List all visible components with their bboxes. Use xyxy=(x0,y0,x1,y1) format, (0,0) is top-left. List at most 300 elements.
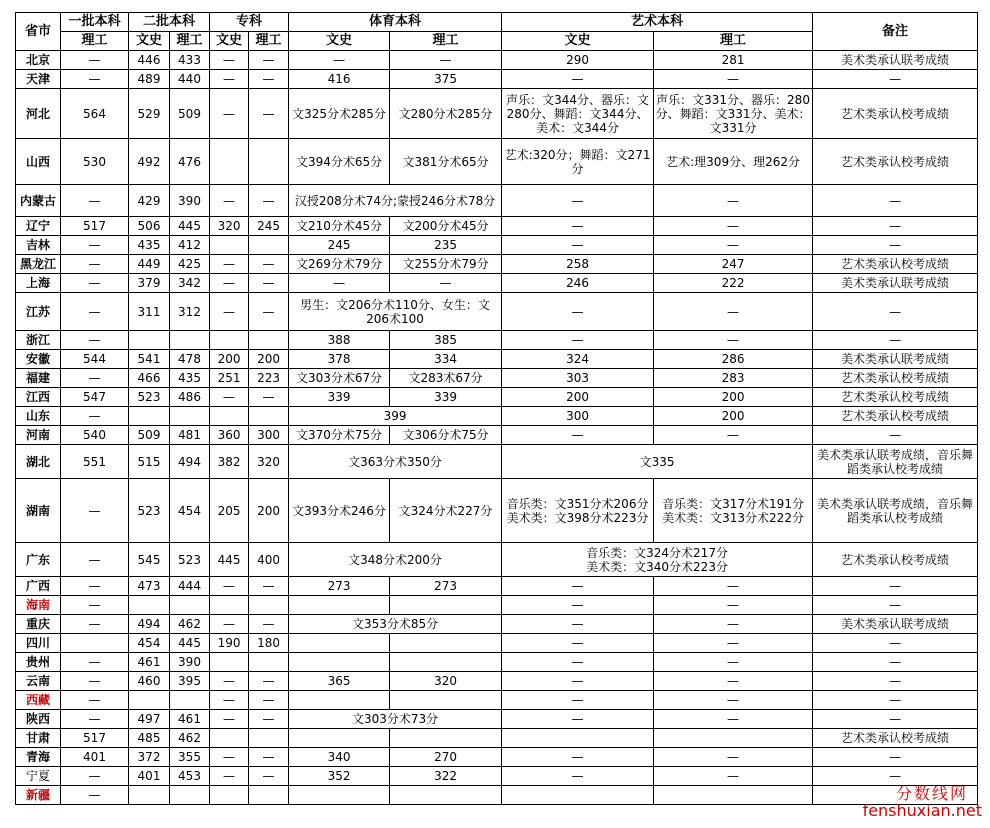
batch2-ligong: 462 xyxy=(170,615,210,634)
zhuanke-ligong xyxy=(249,786,289,805)
batch1-ligong: — xyxy=(61,767,129,786)
art-wenshi: 303 xyxy=(502,369,654,388)
sports-ligong: 320 xyxy=(390,672,502,691)
art-ligong: 音乐类：文317分术191分 美术类：文313分术222分 xyxy=(654,479,813,543)
table-row xyxy=(16,407,978,426)
batch2-ligong: 445 xyxy=(170,634,210,653)
table-row xyxy=(16,426,978,445)
table-row xyxy=(16,70,978,89)
batch2-wenshi: 529 xyxy=(129,89,170,139)
art-ligong: — xyxy=(654,615,813,634)
zhuanke-ligong xyxy=(249,729,289,748)
watermark-chinese: 分数线网 xyxy=(895,784,968,803)
batch1-ligong: — xyxy=(61,577,129,596)
sports-ligong: 文255分术79分 xyxy=(390,255,502,274)
batch2-wenshi: 429 xyxy=(129,185,170,217)
sports-merged: 汉授208分术74分;蒙授246分术78分 xyxy=(289,185,502,217)
sports-wenshi: 文325分术285分 xyxy=(289,89,390,139)
batch2-wenshi xyxy=(129,596,170,615)
art-merged: 文335 xyxy=(502,445,813,479)
province-name: 安徽 xyxy=(16,350,61,369)
zhuanke-ligong: 200 xyxy=(249,350,289,369)
zhuanke-wenshi: 382 xyxy=(210,445,249,479)
note-cell: — xyxy=(813,217,978,236)
note-cell: 艺术类承认校考成绩 xyxy=(813,89,978,139)
art-ligong: — xyxy=(654,293,813,331)
art-ligong: — xyxy=(654,236,813,255)
art-wenshi: — xyxy=(502,185,654,217)
sports-wenshi: 文393分术246分 xyxy=(289,479,390,543)
sports-wenshi: 352 xyxy=(289,767,390,786)
zhuanke-wenshi xyxy=(210,139,249,185)
note-cell: 艺术类承认校考成绩 xyxy=(813,139,978,185)
zhuanke-wenshi: — xyxy=(210,293,249,331)
province-name: 浙江 xyxy=(16,331,61,350)
batch2-ligong: 395 xyxy=(170,672,210,691)
sports-ligong: 334 xyxy=(390,350,502,369)
note-cell: 艺术类承认校考成绩 xyxy=(813,543,978,577)
table-row xyxy=(16,331,978,350)
table-row xyxy=(16,236,978,255)
zhuanke-ligong: — xyxy=(249,185,289,217)
zhuanke-wenshi xyxy=(210,729,249,748)
zhuanke-wenshi xyxy=(210,786,249,805)
art-ligong: — xyxy=(654,767,813,786)
art-wenshi: — xyxy=(502,748,654,767)
art-ligong: 艺术:理309分、理262分 xyxy=(654,139,813,185)
sports-ligong: 270 xyxy=(390,748,502,767)
zhuanke-wenshi: 251 xyxy=(210,369,249,388)
sports-ligong xyxy=(390,653,502,672)
sports-ligong xyxy=(390,786,502,805)
subheader-batch2-ligong: 理工 xyxy=(170,32,210,51)
batch1-ligong xyxy=(61,634,129,653)
zhuanke-wenshi: — xyxy=(210,51,249,70)
table-row xyxy=(16,274,978,293)
batch2-ligong: 390 xyxy=(170,185,210,217)
batch2-wenshi: 401 xyxy=(129,767,170,786)
art-wenshi: — xyxy=(502,615,654,634)
subheader-art-wenshi: 文史 xyxy=(502,32,654,51)
batch1-ligong: — xyxy=(61,236,129,255)
zhuanke-wenshi: — xyxy=(210,767,249,786)
batch2-wenshi: 545 xyxy=(129,543,170,577)
batch1-ligong: — xyxy=(61,691,129,710)
art-ligong: — xyxy=(654,672,813,691)
batch1-ligong: — xyxy=(61,70,129,89)
note-cell: — xyxy=(813,748,978,767)
batch2-ligong: 435 xyxy=(170,369,210,388)
sports-ligong: 文283术67分 xyxy=(390,369,502,388)
table-row xyxy=(16,634,978,653)
note-cell: — xyxy=(813,634,978,653)
subheader-art-ligong: 理工 xyxy=(654,32,813,51)
sports-wenshi: 文394分术65分 xyxy=(289,139,390,185)
zhuanke-ligong xyxy=(249,236,289,255)
batch2-ligong: 440 xyxy=(170,70,210,89)
zhuanke-wenshi: — xyxy=(210,185,249,217)
art-wenshi: — xyxy=(502,577,654,596)
table-row xyxy=(16,691,978,710)
batch1-ligong: 564 xyxy=(61,89,129,139)
sports-ligong: 322 xyxy=(390,767,502,786)
batch2-ligong: 454 xyxy=(170,479,210,543)
art-ligong: — xyxy=(654,634,813,653)
batch1-ligong: 551 xyxy=(61,445,129,479)
note-cell: 艺术类承认校考成绩 xyxy=(813,407,978,426)
sports-ligong xyxy=(390,691,502,710)
sports-ligong: 文324分术227分 xyxy=(390,479,502,543)
sports-merged: 文303分术73分 xyxy=(289,710,502,729)
batch1-ligong: — xyxy=(61,710,129,729)
batch1-ligong: — xyxy=(61,51,129,70)
note-cell: — xyxy=(813,293,978,331)
batch2-wenshi: 311 xyxy=(129,293,170,331)
batch2-ligong: 462 xyxy=(170,729,210,748)
sports-wenshi: 388 xyxy=(289,331,390,350)
batch2-wenshi: 494 xyxy=(129,615,170,634)
note-cell: — xyxy=(813,236,978,255)
score-table xyxy=(15,12,978,805)
zhuanke-ligong: — xyxy=(249,51,289,70)
sports-ligong: 文200分术45分 xyxy=(390,217,502,236)
province-name: 辽宁 xyxy=(16,217,61,236)
batch2-ligong: 481 xyxy=(170,426,210,445)
note-cell: 美术类承认联考成绩 xyxy=(813,350,978,369)
sports-merged: 文353分术85分 xyxy=(289,615,502,634)
zhuanke-wenshi xyxy=(210,331,249,350)
batch1-ligong: — xyxy=(61,274,129,293)
batch2-ligong: 509 xyxy=(170,89,210,139)
batch2-ligong: 433 xyxy=(170,51,210,70)
table-row xyxy=(16,748,978,767)
sports-merged: 男生：文206分术110分、女生：文206术100 xyxy=(289,293,502,331)
batch2-ligong xyxy=(170,331,210,350)
zhuanke-wenshi: — xyxy=(210,615,249,634)
batch2-wenshi xyxy=(129,691,170,710)
table-row xyxy=(16,388,978,407)
art-music-line: 音乐类：文324分术217分 xyxy=(586,545,728,560)
art-ligong: 222 xyxy=(654,274,813,293)
batch1-ligong: — xyxy=(61,653,129,672)
zhuanke-wenshi: 190 xyxy=(210,634,249,653)
batch2-wenshi xyxy=(129,786,170,805)
table-row xyxy=(16,479,978,543)
table-row xyxy=(16,729,978,748)
batch2-wenshi xyxy=(129,331,170,350)
note-cell: — xyxy=(813,70,978,89)
province-name: 甘肃 xyxy=(16,729,61,748)
art-ligong: — xyxy=(654,217,813,236)
art-ligong: 247 xyxy=(654,255,813,274)
art-ligong: — xyxy=(654,710,813,729)
note-cell: — xyxy=(813,672,978,691)
zhuanke-wenshi: — xyxy=(210,388,249,407)
art-ligong: — xyxy=(654,653,813,672)
sports-wenshi: 378 xyxy=(289,350,390,369)
table-row xyxy=(16,51,978,70)
zhuanke-wenshi: — xyxy=(210,672,249,691)
batch1-ligong: 544 xyxy=(61,350,129,369)
table-row xyxy=(16,543,978,577)
batch2-wenshi: 541 xyxy=(129,350,170,369)
art-ligong: — xyxy=(654,331,813,350)
sports-wenshi xyxy=(289,729,390,748)
art-ligong: 200 xyxy=(654,388,813,407)
table-row xyxy=(16,350,978,369)
province-name: 福建 xyxy=(16,369,61,388)
zhuanke-ligong: — xyxy=(249,577,289,596)
batch2-ligong xyxy=(170,407,210,426)
note-cell: 美术类承认联考成绩 xyxy=(813,615,978,634)
zhuanke-ligong xyxy=(249,139,289,185)
art-fine-line: 美术类：文340分术223分 xyxy=(586,559,728,574)
sports-merged: 文348分术200分 xyxy=(289,543,502,577)
header-province: 省市 xyxy=(16,13,61,51)
art-wenshi: 290 xyxy=(502,51,654,70)
header-batch2: 二批本科 xyxy=(129,13,210,32)
sports-wenshi: 339 xyxy=(289,388,390,407)
sports-ligong: 339 xyxy=(390,388,502,407)
sports-wenshi: — xyxy=(289,274,390,293)
art-ligong: 281 xyxy=(654,51,813,70)
province-name: 江苏 xyxy=(16,293,61,331)
province-name: 天津 xyxy=(16,70,61,89)
art-wenshi: — xyxy=(502,426,654,445)
art-merged xyxy=(502,543,813,577)
sports-ligong xyxy=(390,634,502,653)
batch2-ligong: 312 xyxy=(170,293,210,331)
sports-ligong: — xyxy=(390,274,502,293)
art-wenshi: 艺术:320分；舞蹈：文271分 xyxy=(502,139,654,185)
zhuanke-ligong: 223 xyxy=(249,369,289,388)
art-ligong: — xyxy=(654,185,813,217)
art-ligong: — xyxy=(654,577,813,596)
table-row xyxy=(16,185,978,217)
art-wenshi: 音乐类：文351分术206分 美术类：文398分术223分 xyxy=(502,479,654,543)
batch1-ligong: — xyxy=(61,615,129,634)
art-wenshi: — xyxy=(502,236,654,255)
batch1-ligong: 540 xyxy=(61,426,129,445)
table-row xyxy=(16,369,978,388)
province-name: 海南 xyxy=(16,596,61,615)
art-wenshi: 258 xyxy=(502,255,654,274)
sports-ligong: 文280分术285分 xyxy=(390,89,502,139)
province-name: 山东 xyxy=(16,407,61,426)
batch1-ligong: — xyxy=(61,369,129,388)
batch2-wenshi xyxy=(129,407,170,426)
batch1-ligong: 547 xyxy=(61,388,129,407)
art-ligong: — xyxy=(654,70,813,89)
province-name: 内蒙古 xyxy=(16,185,61,217)
province-name: 河南 xyxy=(16,426,61,445)
table-row xyxy=(16,710,978,729)
batch2-ligong: 445 xyxy=(170,217,210,236)
sports-wenshi: 273 xyxy=(289,577,390,596)
art-wenshi: — xyxy=(502,672,654,691)
batch2-wenshi: 492 xyxy=(129,139,170,185)
subheader-zhuanke-ligong: 理工 xyxy=(249,32,289,51)
sports-ligong: 文381分术65分 xyxy=(390,139,502,185)
sports-ligong: — xyxy=(390,51,502,70)
note-cell: 艺术类承认校考成绩 xyxy=(813,729,978,748)
province-name: 贵州 xyxy=(16,653,61,672)
sports-ligong: 文306分术75分 xyxy=(390,426,502,445)
note-cell: 美术类承认联考成绩，音乐舞蹈类承认校考成绩 xyxy=(813,445,978,479)
zhuanke-ligong: 400 xyxy=(249,543,289,577)
sports-ligong: 235 xyxy=(390,236,502,255)
zhuanke-ligong xyxy=(249,407,289,426)
sports-wenshi xyxy=(289,596,390,615)
art-ligong: 声乐：文331分、器乐：280分、舞蹈：文331分、美术：文331分 xyxy=(654,89,813,139)
watermark-url[interactable]: fenshuxian.net xyxy=(862,801,982,820)
zhuanke-ligong xyxy=(249,653,289,672)
batch2-wenshi: 379 xyxy=(129,274,170,293)
batch2-wenshi: 515 xyxy=(129,445,170,479)
batch2-ligong: 494 xyxy=(170,445,210,479)
batch1-ligong: 517 xyxy=(61,729,129,748)
sports-ligong: 385 xyxy=(390,331,502,350)
art-wenshi: — xyxy=(502,634,654,653)
header-sports: 体育本科 xyxy=(289,13,502,32)
note-cell: — xyxy=(813,653,978,672)
art-wenshi: — xyxy=(502,691,654,710)
zhuanke-ligong: — xyxy=(249,274,289,293)
batch1-ligong: — xyxy=(61,596,129,615)
batch2-ligong: 412 xyxy=(170,236,210,255)
batch2-ligong: 342 xyxy=(170,274,210,293)
subheader-zhuanke-wenshi: 文史 xyxy=(210,32,249,51)
table-row xyxy=(16,89,978,139)
sports-wenshi xyxy=(289,691,390,710)
table-row xyxy=(16,615,978,634)
zhuanke-wenshi: — xyxy=(210,255,249,274)
zhuanke-ligong: 320 xyxy=(249,445,289,479)
header-note: 备注 xyxy=(813,13,978,51)
sports-wenshi: 文269分术79分 xyxy=(289,255,390,274)
table-row xyxy=(16,767,978,786)
table-row xyxy=(16,596,978,615)
zhuanke-wenshi xyxy=(210,407,249,426)
batch1-ligong: — xyxy=(61,672,129,691)
zhuanke-ligong: 180 xyxy=(249,634,289,653)
note-cell: 艺术类承认校考成绩 xyxy=(813,369,978,388)
zhuanke-ligong: — xyxy=(249,748,289,767)
zhuanke-wenshi xyxy=(210,596,249,615)
note-cell: — xyxy=(813,596,978,615)
batch2-wenshi: 460 xyxy=(129,672,170,691)
art-wenshi: — xyxy=(502,710,654,729)
note-cell: — xyxy=(813,331,978,350)
table-row xyxy=(16,255,978,274)
art-ligong: 283 xyxy=(654,369,813,388)
batch2-ligong: 461 xyxy=(170,710,210,729)
art-wenshi: — xyxy=(502,217,654,236)
art-wenshi: 300 xyxy=(502,407,654,426)
batch1-ligong: — xyxy=(61,185,129,217)
zhuanke-ligong: — xyxy=(249,710,289,729)
zhuanke-wenshi xyxy=(210,653,249,672)
sports-ligong: 375 xyxy=(390,70,502,89)
batch2-ligong: 444 xyxy=(170,577,210,596)
zhuanke-ligong xyxy=(249,596,289,615)
sports-wenshi: 文210分术45分 xyxy=(289,217,390,236)
batch1-ligong: — xyxy=(61,479,129,543)
zhuanke-wenshi: — xyxy=(210,274,249,293)
note-cell: 艺术类承认校考成绩 xyxy=(813,388,978,407)
art-wenshi: — xyxy=(502,653,654,672)
province-name: 吉林 xyxy=(16,236,61,255)
province-name: 江西 xyxy=(16,388,61,407)
art-ligong: 200 xyxy=(654,407,813,426)
batch2-wenshi: 489 xyxy=(129,70,170,89)
zhuanke-wenshi: — xyxy=(210,70,249,89)
table-row xyxy=(16,139,978,185)
batch1-ligong: — xyxy=(61,407,129,426)
zhuanke-ligong: 245 xyxy=(249,217,289,236)
province-name: 上海 xyxy=(16,274,61,293)
batch2-wenshi: 449 xyxy=(129,255,170,274)
batch2-ligong: 486 xyxy=(170,388,210,407)
province-name: 湖北 xyxy=(16,445,61,479)
art-ligong: — xyxy=(654,426,813,445)
table-row xyxy=(16,672,978,691)
sports-wenshi xyxy=(289,634,390,653)
zhuanke-ligong: — xyxy=(249,691,289,710)
art-wenshi: — xyxy=(502,70,654,89)
note-cell: 美术类承认联考成绩 xyxy=(813,274,978,293)
batch2-ligong xyxy=(170,786,210,805)
province-name: 河北 xyxy=(16,89,61,139)
art-wenshi: — xyxy=(502,293,654,331)
zhuanke-wenshi: — xyxy=(210,89,249,139)
batch2-wenshi: 446 xyxy=(129,51,170,70)
zhuanke-wenshi: — xyxy=(210,710,249,729)
province-name: 北京 xyxy=(16,51,61,70)
sports-merged: 399 xyxy=(289,407,502,426)
province-name: 西藏 xyxy=(16,691,61,710)
batch2-wenshi: 435 xyxy=(129,236,170,255)
batch1-ligong: 530 xyxy=(61,139,129,185)
art-wenshi: 200 xyxy=(502,388,654,407)
batch2-wenshi: 523 xyxy=(129,479,170,543)
province-name: 湖南 xyxy=(16,479,61,543)
note-cell: — xyxy=(813,767,978,786)
batch2-wenshi: 523 xyxy=(129,388,170,407)
province-name: 黑龙江 xyxy=(16,255,61,274)
batch2-ligong: 476 xyxy=(170,139,210,185)
batch2-wenshi: 506 xyxy=(129,217,170,236)
batch1-ligong: — xyxy=(61,543,129,577)
zhuanke-wenshi: — xyxy=(210,577,249,596)
sports-ligong xyxy=(390,729,502,748)
batch2-ligong: 390 xyxy=(170,653,210,672)
sports-wenshi: 340 xyxy=(289,748,390,767)
zhuanke-ligong: — xyxy=(249,293,289,331)
zhuanke-wenshi: — xyxy=(210,748,249,767)
art-wenshi: 声乐：文344分、器乐：文280分、舞蹈：文344分、美术：文344分 xyxy=(502,89,654,139)
table-row xyxy=(16,577,978,596)
table-row xyxy=(16,293,978,331)
art-wenshi: 324 xyxy=(502,350,654,369)
zhuanke-wenshi: 320 xyxy=(210,217,249,236)
zhuanke-ligong: — xyxy=(249,615,289,634)
art-wenshi xyxy=(502,729,654,748)
art-wenshi: — xyxy=(502,331,654,350)
note-cell: — xyxy=(813,185,978,217)
batch2-ligong xyxy=(170,596,210,615)
batch2-wenshi: 461 xyxy=(129,653,170,672)
